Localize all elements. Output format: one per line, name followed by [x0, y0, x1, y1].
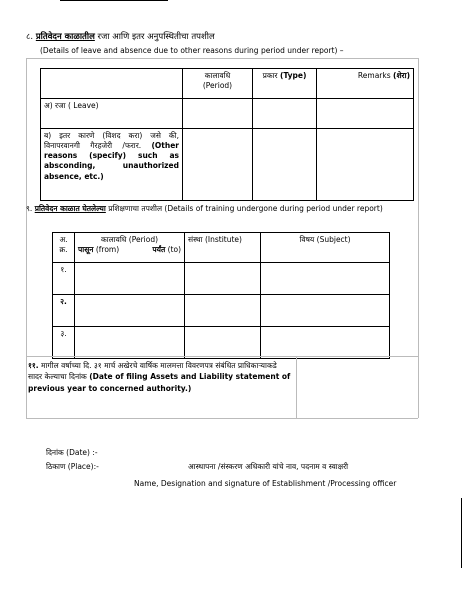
leave-row-b-type [253, 129, 317, 201]
header-to-mr: पर्यंत [152, 245, 166, 255]
header-type-mr: प्रकार [262, 71, 278, 80]
leave-header-remarks [317, 69, 414, 99]
section11-text-mr: मागील वर्षाच्या दि. ३१ मार्च अखेरचे वार्षिक मालमत्ता विवरणपत्र संबंधित प्राधिकाऱ्याकडे सादर केल्याचा दिनांक [28, 361, 277, 382]
leave-row-b-period [183, 129, 253, 201]
header-subject-en: (Subject) [316, 235, 351, 244]
section11-number: ११. [28, 361, 39, 370]
section8-heading [26, 31, 215, 42]
training-header-period [75, 233, 185, 263]
header-period-mr: कालावधि [204, 71, 231, 80]
section9-title-bold: प्रतिवेदन काळात घेतलेल्या [34, 204, 106, 213]
leave-row-b-remarks [317, 129, 414, 201]
training-row-2-sr: २. [53, 295, 75, 327]
header-institute-en: (Institute) [204, 235, 242, 244]
leave-row-a-period [183, 99, 253, 129]
leave-row-b-label [41, 129, 183, 201]
section9-title-rest: प्रशिक्षणाचा तपशील (Details of training undergone during period under report) [105, 204, 383, 213]
footer-officer-en: Name, Designation and signature of Establishment /Processing officer [134, 479, 397, 488]
training-header-subject [261, 233, 390, 263]
frame-line-right [418, 58, 419, 418]
section11-text-en: (Date of filing Assets and Liability statement of previous year to concerned authority.) [28, 372, 291, 393]
leave-header-blank [41, 69, 183, 99]
leave-row-a-label: अ) रजा ( Leave) [41, 99, 183, 129]
header-institute-mr: संस्था [188, 235, 203, 244]
row-b-mr: ब) इतर कारणे (विशद करा) जसे की, विनापरवानगी गैरहजेरी /फरार. [44, 131, 179, 151]
leave-table [40, 68, 414, 201]
training-row-2-period [75, 295, 185, 327]
training-header-institute [185, 233, 261, 263]
header-sr-2: क्र. [59, 245, 68, 255]
header-remarks-mr: (शेरा) [393, 71, 410, 80]
header9-period-en: (Period) [128, 235, 159, 244]
frame-line-left [26, 58, 27, 418]
training-row-1-institute [185, 263, 261, 295]
section11-bottom-line [26, 418, 418, 419]
section11-divider [296, 356, 297, 418]
section9-heading [26, 204, 418, 214]
header9-period-mr: कालावधि [100, 235, 127, 244]
header-to-en: (to) [167, 245, 181, 255]
section8-subtitle: (Details of leave and absence due to other reasons during period under report) – [40, 46, 344, 55]
training-header-sr [53, 233, 75, 263]
training-row-3-institute [185, 327, 261, 359]
header-from-en: (from) [95, 245, 120, 255]
header-subject-mr: विषय [299, 235, 315, 244]
leave-header-type [253, 69, 317, 99]
row-b-en: (Other reasons (specify) such as absconding, unauthorized absence, etc.) [44, 141, 179, 181]
right-edge-mark [461, 498, 462, 568]
training-row-1-sr: १. [53, 263, 75, 295]
training-table [52, 232, 390, 359]
training-row-3-sr: ३. [53, 327, 75, 359]
section8-number: ८. [26, 32, 34, 42]
section8-title-rest: रजा आणि इतर अनुपस्थितीचा तपशील [94, 32, 215, 42]
section11-text [28, 360, 292, 394]
header-period-en: (Period) [202, 81, 233, 91]
leave-row-a-remarks [317, 99, 414, 129]
training-row-3-subject [261, 327, 390, 359]
section8-title-bold: प्रतिवेदन काळातील [35, 32, 95, 42]
training-row-3-period [75, 327, 185, 359]
header-type-en: (Type) [280, 71, 307, 80]
leave-header-period [183, 69, 253, 99]
header-from-mr: पासून [78, 245, 94, 255]
footer-officer-mr: आस्थापना /संस्करण अधिकारी यांचे नाव, पदनाम व स्वाक्षरी [188, 462, 349, 471]
section11-top-line [26, 356, 418, 357]
header-remarks-en: Remarks [357, 71, 391, 80]
frame-line [26, 58, 418, 59]
training-row-1-period [75, 263, 185, 295]
training-row-1-subject [261, 263, 390, 295]
top-rule [60, 0, 168, 1]
training-row-2-institute [185, 295, 261, 327]
header-sr-1: अ. [59, 235, 68, 244]
training-row-2-subject [261, 295, 390, 327]
section9-number: ९. [26, 204, 33, 213]
footer-place-label: ठिकाण (Place):- [46, 462, 99, 471]
leave-row-a-type [253, 99, 317, 129]
footer-date-label: दिनांक (Date) :- [46, 448, 98, 457]
